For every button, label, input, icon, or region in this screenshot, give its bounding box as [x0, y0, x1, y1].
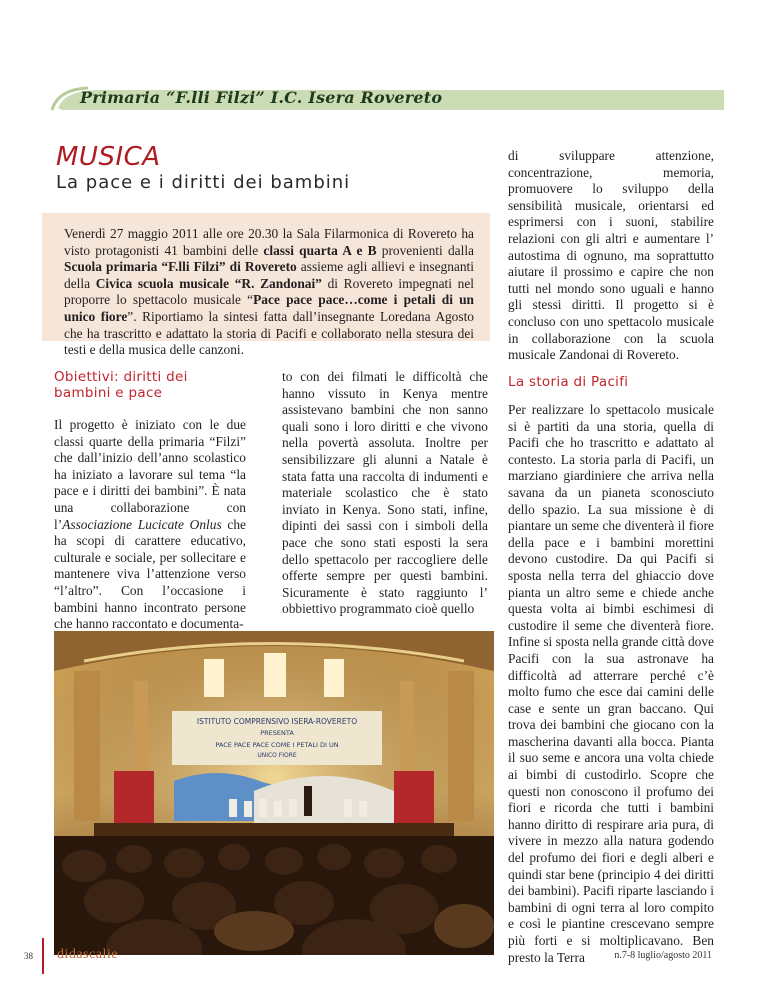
col1-text-1: Il progetto è iniziato con le due classi quarte della primaria “Filzi” che dall’inizio dell’anno scolastico ha iniziato a lavorare sul tema “la pace e i diritti dei bambini”. È nata una collaborazione con l’: [54, 417, 246, 532]
page-number: 38: [24, 951, 33, 961]
magazine-name: didascalie: [57, 947, 118, 962]
banner-line-1: ISTITUTO COMPRENSIVO ISERA-ROVERETO: [196, 717, 358, 726]
intro-text-2: provenienti dalla: [376, 242, 474, 258]
intro-paragraph: [64, 226, 474, 359]
section-title-story: La storia di Pacifi: [508, 374, 629, 390]
article-title: MUSICA: [56, 142, 161, 172]
concert-photo: [54, 631, 494, 955]
intro-bold-school: Scuola primaria “F.lli Filzi” di Rovereto: [64, 259, 297, 275]
header-section-label: Primaria “F.lli Filzi” I.C. Isera Rovereto: [80, 88, 443, 107]
body-column-1: [54, 417, 246, 633]
intro-text-1: Venerdì 27 maggio 2011 alle ore 20.30 la Sala Filarmonica di Rovereto ha visto protagonisti 41 bambini delle: [64, 226, 474, 258]
intro-bold-music-school: Civica scuola musicale “R. Zandonai”: [95, 275, 322, 291]
intro-bold-classes: classi quarta A e B: [263, 242, 377, 258]
footer-divider: [42, 938, 44, 974]
col1-text-2: che ha scopi di carattere educativo, culturale e sociale, per sollecitare e mantenere viva l’attenzione verso “l’altro”. Con l’occasione i bambini hanno incontrato persone che hanno raccontato e documenta-: [54, 516, 247, 632]
article-subtitle: La pace e i diritti dei bambini: [56, 172, 351, 193]
body-column-2: to con dei filmati le difficoltà che hanno vissuto in Kenya mentre assistevano bambini che non sanno quali sono i loro diritti e che vivono nella povertà assoluta. Inoltre per sensibilizzare gli alunni a Natale è stata fatta una raccolta di indumenti e materiale scolastico che è stato inviato in Kenya. Sono stati, infine, dipinti dei sassi con i simboli della pace che sono stati esposti la sera dello spettacolo per raccogliere delle offerte sempre per questi bambini. Sicuramente è stato raggiunto l’ obbiettivo programmato cioè quello: [282, 369, 488, 617]
section-title-objectives: Obiettivi: diritti dei bambini e pace: [54, 369, 188, 401]
banner-line-4: UNICO FIORE: [257, 752, 297, 759]
intro-text-4: di Rovereto impegnati nel proporre lo spettacolo musicale “: [64, 275, 474, 308]
banner-line-3: PACE PACE PACE COME I PETALI DI UN: [215, 741, 339, 749]
issue-label: n.7-8 luglio/agosto 2011: [614, 950, 712, 961]
concert-hall-image: [54, 631, 494, 955]
body-column-3: di sviluppare attenzione, concentrazione, memoria, promuovere lo sviluppo della sensibilità musicale, orientarsi ed esprimersi con i suoni, stabilire relazioni con gli altri e aumentare l’ autostima di ognuno, ma soprattutto aiutare il prossimo e capire che non tutti nel mondo sono uguali e hanno gli stessi diritti. Il progetto si è concluso con uno spettacolo musicale in collaborazione con la scuola musicale Zandonai di Rovereto.: [508, 148, 714, 363]
intro-text-3: assieme agli allievi e insegnanti della: [64, 259, 474, 291]
intro-text-5: ”. Riportiamo la sintesi fatta dall’insegnante Loredana Agosto che ha trascritto e adattato la storia di Pacifi e collaborato nella stesura dei testi e della musica delle canzoni.: [64, 308, 475, 358]
body-column-story: Per realizzare lo spettacolo musicale si è partiti da una storia, quella di Pacifi che ho trascritto e adattato al contesto. La storia parla di Pacifi, un marziano giardiniere che arriva nella savana da un pianeta sconosciuto dello spazio. La sua missione è di piantare un seme che diventerà il fiore della pace e i bambini morettini devono custodire. Da qui Pacifi si sposta nella terra del ghiaccio dove pianta un altro seme e chiede anche questa volta ai bimbi eschimesi di custodire il seme che diventerà fiore. Infine si sposta nella grande città dove Pacifi con la sua astronave ha difficoltà ad atterrare perché c’è molto fumo che esce dai camini delle case e sente un gran baccano. Qui trova dei bambini che giocano con la mascherina davanti alla bocca. Pianta il suo seme e ancora una volta chiede ai bimbi di custodirlo. Scopre che questi non conoscono il profumo dei fiori e ricorda che tutti i bambini hanno diritto di respirare aria pura, di vivere in mezzo alla natura godendo del profumo dei fiori e degli alberi e quindi star bene (principio 4 dei diritti dei bambini). Pacifi riparte lasciando i bambini di ogni terra al loro compito e così le piantine crescevano sempre più forti e si moltiplicavano. Ben presto la Terra: [508, 402, 714, 965]
col1-association-name: Associazione Lucicate Onlus: [62, 516, 222, 532]
banner-line-2: PRESENTA: [260, 729, 294, 737]
intro-bold-show-title: Pace pace pace…come i petali di un unico fiore: [64, 292, 474, 324]
